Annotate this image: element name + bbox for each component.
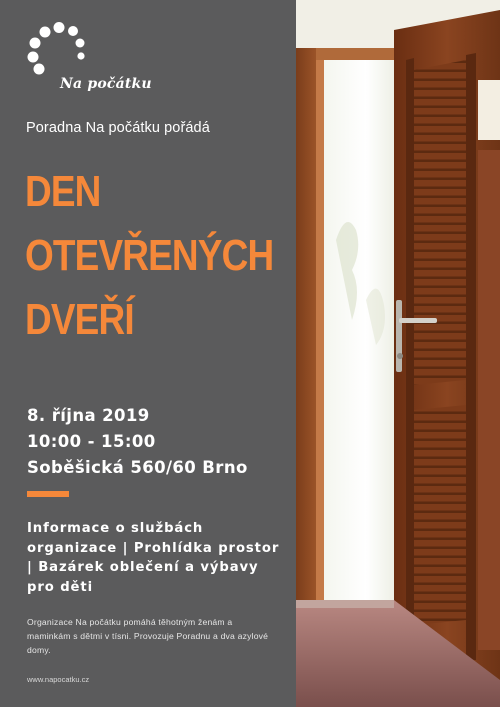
- website-link[interactable]: www.napocatku.cz: [27, 675, 90, 684]
- logo-dots-icon: [26, 22, 90, 82]
- door-photo: [296, 0, 500, 707]
- services-text: Informace o službách organizace | Prohlídka prostor | Bazárek oblečení a výbavy pro děti: [27, 521, 280, 595]
- event-address: Soběšická 560/60 Brno: [27, 458, 248, 477]
- title-line-2: OTEVŘENÝCH: [25, 231, 274, 280]
- logo: [26, 22, 166, 97]
- event-info: [27, 403, 248, 481]
- event-date: 8. října 2019: [27, 406, 150, 425]
- about-text: Organizace Na počátku pomáhá těhotným ženám a maminkám s dětmi v tísni. Provozuje Poradnu a dva azylové domy.: [27, 617, 269, 655]
- title-line-1: DEN: [25, 167, 101, 216]
- organizer-line: Poradna Na počátku pořádá: [26, 120, 210, 136]
- event-title: [25, 160, 273, 352]
- accent-divider: [27, 491, 69, 497]
- title-line-3: DVEŘÍ: [25, 295, 134, 344]
- event-time: 10:00 - 15:00: [27, 432, 156, 451]
- logo-text: Na počátku: [60, 76, 152, 92]
